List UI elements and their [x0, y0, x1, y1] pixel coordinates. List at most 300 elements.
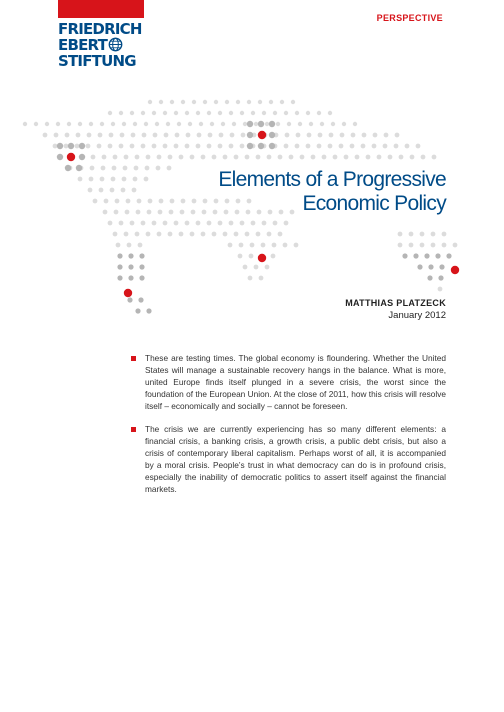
map-dot	[247, 121, 253, 127]
map-dot	[102, 155, 107, 160]
map-dot	[133, 122, 137, 126]
map-dot	[146, 232, 151, 237]
map-dot	[306, 111, 310, 115]
series-label: PERSPECTIVE	[376, 13, 443, 23]
map-dot	[442, 243, 447, 248]
map-dot	[185, 111, 189, 115]
map-dot	[158, 210, 163, 215]
map-dot	[361, 144, 366, 149]
map-dot	[192, 199, 197, 204]
map-dot	[438, 287, 443, 292]
map-dot	[267, 155, 272, 160]
map-dot	[311, 155, 316, 160]
map-dot	[89, 177, 94, 182]
map-dot	[117, 275, 122, 280]
map-dot	[350, 144, 355, 149]
map-dot	[339, 144, 344, 149]
map-dot	[239, 243, 244, 248]
map-dot	[446, 253, 451, 258]
map-dot	[373, 133, 378, 138]
map-dot	[135, 308, 140, 313]
map-dot	[196, 144, 201, 149]
map-dot	[45, 122, 49, 126]
map-dot	[269, 143, 275, 149]
map-dot	[179, 155, 184, 160]
author-name: MATTHIAS PLATZECK	[345, 298, 446, 308]
map-dot	[56, 122, 60, 126]
map-dot	[223, 155, 228, 160]
map-dot	[185, 221, 190, 226]
map-dot	[166, 122, 170, 126]
logo-line-3: STIFTUNG	[58, 52, 136, 70]
map-dot	[276, 122, 280, 126]
map-dot	[340, 133, 345, 138]
highlight-dot-south-america	[124, 289, 132, 297]
map-dot	[259, 276, 264, 281]
map-dot	[152, 144, 157, 149]
map-dot	[174, 111, 178, 115]
map-dot	[197, 133, 202, 138]
map-dot	[307, 133, 312, 138]
map-dot	[137, 199, 142, 204]
map-dot	[295, 144, 300, 149]
map-dot	[141, 111, 145, 115]
map-dot	[133, 177, 138, 182]
map-dot	[144, 122, 148, 126]
highlight-dot-americas	[67, 153, 75, 161]
map-dot	[122, 122, 126, 126]
map-dot	[203, 100, 207, 104]
map-dot	[420, 232, 425, 237]
map-dot	[431, 232, 436, 237]
map-dot	[97, 144, 102, 149]
map-dot	[214, 100, 218, 104]
map-dot	[300, 155, 305, 160]
map-dot	[280, 100, 284, 104]
map-dot	[416, 144, 421, 149]
map-dot	[191, 210, 196, 215]
map-dot	[273, 221, 278, 226]
map-dot	[329, 133, 334, 138]
map-dot	[249, 254, 254, 259]
map-dot	[146, 155, 151, 160]
map-dot	[100, 122, 104, 126]
map-dot	[289, 155, 294, 160]
map-dot	[101, 166, 106, 171]
map-dot	[207, 111, 211, 115]
map-dot	[333, 155, 338, 160]
map-dot	[417, 264, 422, 269]
map-dot	[127, 243, 132, 248]
map-dot	[148, 199, 153, 204]
map-dot	[243, 122, 247, 126]
map-dot	[104, 199, 109, 204]
world-dot-map	[0, 0, 504, 330]
map-dot	[221, 122, 225, 126]
map-dot	[442, 232, 447, 237]
map-dot	[318, 133, 323, 138]
logo-line-2: EBERT	[58, 37, 144, 53]
highlight-dot-europe	[258, 131, 266, 139]
map-dot	[136, 210, 141, 215]
map-dot	[164, 133, 169, 138]
map-dot	[317, 111, 321, 115]
map-dot	[130, 111, 134, 115]
map-dot	[261, 243, 266, 248]
map-dot	[287, 122, 291, 126]
map-dot	[234, 232, 239, 237]
map-dot	[34, 122, 38, 126]
map-dot	[93, 199, 98, 204]
red-square-bullet-icon	[131, 356, 136, 361]
map-dot	[383, 144, 388, 149]
map-dot	[245, 155, 250, 160]
map-dot	[278, 155, 283, 160]
map-dot	[256, 232, 261, 237]
map-dot	[283, 243, 288, 248]
map-dot	[254, 265, 259, 270]
map-dot	[322, 155, 327, 160]
map-dot	[174, 221, 179, 226]
map-dot	[145, 166, 150, 171]
map-dot	[229, 144, 234, 149]
list-item	[131, 352, 446, 412]
map-dot	[388, 155, 393, 160]
map-dot	[190, 155, 195, 160]
map-dot	[159, 100, 163, 104]
map-dot	[91, 155, 96, 160]
map-dot	[229, 221, 234, 226]
map-dot	[114, 210, 119, 215]
map-dot	[67, 122, 71, 126]
map-dot	[438, 275, 443, 280]
map-dot	[431, 243, 436, 248]
map-dot	[139, 253, 144, 258]
map-dot	[87, 133, 92, 138]
map-dot	[421, 155, 426, 160]
map-dot	[128, 275, 133, 280]
map-dot	[196, 221, 201, 226]
map-dot	[152, 111, 156, 115]
map-dot	[141, 144, 146, 149]
red-square-bullet-icon	[131, 427, 136, 432]
map-dot	[76, 165, 82, 171]
map-dot	[236, 100, 240, 104]
map-dot	[427, 275, 432, 280]
map-dot	[113, 155, 118, 160]
map-dot	[398, 243, 403, 248]
map-dot	[402, 253, 407, 258]
map-dot	[256, 155, 261, 160]
map-dot	[399, 155, 404, 160]
map-dot	[141, 221, 146, 226]
map-dot	[439, 264, 444, 269]
map-dot	[138, 297, 143, 302]
map-dot	[384, 133, 389, 138]
map-dot	[245, 232, 250, 237]
map-dot	[131, 133, 136, 138]
map-dot	[142, 133, 147, 138]
map-dot	[135, 155, 140, 160]
map-dot	[210, 122, 214, 126]
map-dot	[138, 243, 143, 248]
map-dot	[90, 166, 95, 171]
map-dot	[229, 111, 233, 115]
map-dot	[139, 264, 144, 269]
map-dot	[79, 154, 85, 160]
map-dot	[413, 253, 418, 258]
map-dot	[428, 264, 433, 269]
map-dot	[225, 100, 229, 104]
map-dot	[132, 188, 137, 193]
map-dot	[128, 253, 133, 258]
map-dot	[169, 210, 174, 215]
map-dot	[180, 210, 185, 215]
map-dot	[238, 254, 243, 259]
map-dot	[78, 122, 82, 126]
map-dot	[296, 133, 301, 138]
map-dot	[175, 133, 180, 138]
map-dot	[232, 122, 236, 126]
highlight-dot-africa	[258, 254, 266, 262]
map-dot	[108, 111, 112, 115]
map-dot	[43, 133, 48, 138]
map-dot	[155, 122, 159, 126]
map-dot	[351, 133, 356, 138]
map-dot	[54, 133, 59, 138]
map-dot	[212, 155, 217, 160]
map-dot	[170, 199, 175, 204]
map-dot	[103, 210, 108, 215]
map-dot	[108, 221, 113, 226]
map-dot	[243, 265, 248, 270]
map-dot	[201, 232, 206, 237]
map-dot	[134, 166, 139, 171]
map-dot	[240, 221, 245, 226]
map-dot	[410, 155, 415, 160]
map-dot	[156, 166, 161, 171]
map-dot	[306, 144, 311, 149]
map-dot	[122, 177, 127, 182]
map-dot	[89, 122, 93, 126]
map-dot	[331, 122, 335, 126]
map-dot	[298, 122, 302, 126]
map-dot	[269, 132, 275, 138]
map-dot	[168, 232, 173, 237]
map-dot	[167, 166, 172, 171]
map-dot	[108, 144, 113, 149]
map-dot	[262, 111, 266, 115]
map-dot	[294, 243, 299, 248]
map-dot	[181, 199, 186, 204]
map-dot	[153, 133, 158, 138]
map-dot	[65, 165, 71, 171]
map-dot	[218, 221, 223, 226]
map-dot	[271, 254, 276, 259]
map-dot	[344, 155, 349, 160]
title-line-2: Economic Policy	[302, 192, 446, 215]
map-dot	[135, 232, 140, 237]
map-dot	[168, 155, 173, 160]
page-title	[218, 168, 446, 216]
map-dot	[179, 232, 184, 237]
map-dot	[366, 155, 371, 160]
map-dot	[144, 177, 149, 182]
map-dot	[269, 100, 273, 104]
map-dot	[120, 133, 125, 138]
map-dot	[234, 155, 239, 160]
map-dot	[75, 144, 80, 149]
map-dot	[157, 155, 162, 160]
map-dot	[424, 253, 429, 258]
map-dot	[395, 133, 400, 138]
map-dot	[192, 100, 196, 104]
map-dot	[113, 232, 118, 237]
map-dot	[317, 144, 322, 149]
map-dot	[273, 111, 277, 115]
map-dot	[124, 232, 129, 237]
map-dot	[435, 253, 440, 258]
map-dot	[265, 122, 269, 126]
map-dot	[247, 100, 251, 104]
map-dot	[309, 122, 313, 126]
map-dot	[159, 199, 164, 204]
map-dot	[228, 243, 233, 248]
map-dot	[265, 265, 270, 270]
map-dot	[185, 144, 190, 149]
map-dot	[109, 133, 114, 138]
title-line-1: Elements of a Progressive	[218, 168, 446, 191]
map-dot	[147, 210, 152, 215]
map-dot	[76, 133, 81, 138]
map-dot	[258, 121, 264, 127]
map-dot	[213, 210, 218, 215]
map-dot	[258, 100, 262, 104]
map-dot	[163, 111, 167, 115]
map-dot	[170, 100, 174, 104]
map-dot	[23, 122, 27, 126]
map-dot	[355, 155, 360, 160]
map-dot	[110, 188, 115, 193]
map-dot	[186, 133, 191, 138]
summary-list	[131, 352, 446, 506]
map-dot	[111, 177, 116, 182]
map-dot	[123, 166, 128, 171]
bullet-text: These are testing times. The global economy is floundering. Whether the United States will manage a sustainable recovery hangs in the balance. What is more, united Europe finds itself plunged in a severe crisis, the worst since the foundation of the European Union. At the close of 2011, how this crisis will resolve itself – economically and socially – cannot be foreseen.	[145, 353, 446, 411]
map-dot	[208, 133, 213, 138]
map-dot	[372, 144, 377, 149]
map-dot	[121, 188, 126, 193]
map-dot	[203, 199, 208, 204]
map-dot	[139, 275, 144, 280]
map-dot	[377, 155, 382, 160]
map-dot	[53, 144, 58, 149]
map-dot	[248, 276, 253, 281]
map-dot	[269, 121, 275, 127]
map-dot	[247, 132, 253, 138]
map-dot	[79, 143, 85, 149]
map-dot	[130, 221, 135, 226]
map-dot	[212, 232, 217, 237]
map-dot	[278, 232, 283, 237]
map-dot	[202, 210, 207, 215]
map-dot	[262, 221, 267, 226]
map-dot	[177, 122, 181, 126]
map-dot	[409, 243, 414, 248]
map-dot	[57, 154, 63, 160]
map-dot	[148, 100, 152, 104]
map-dot	[453, 243, 458, 248]
map-dot	[125, 210, 130, 215]
map-dot	[230, 133, 235, 138]
map-dot	[163, 221, 168, 226]
map-dot	[57, 143, 63, 149]
publication-date: January 2012	[388, 310, 446, 321]
map-dot	[251, 221, 256, 226]
map-dot	[126, 199, 131, 204]
map-dot	[267, 232, 272, 237]
map-dot	[328, 111, 332, 115]
map-dot	[207, 144, 212, 149]
map-dot	[116, 243, 121, 248]
bullet-text: The crisis we are currently experiencing has so many different elements: a financial crisis, a banking crisis, a growth crisis, a public debt crisis, but also a crisis of contemporary liberal capitalism. Perhaps worst of all, it is accompanied by a moral crisis. People’s trust in what democracy can do is in profound crisis, especially the inability of democratic politics to assert itself against the financial markets.	[145, 424, 446, 494]
map-dot	[115, 199, 120, 204]
map-dot	[64, 144, 69, 149]
map-dot	[199, 122, 203, 126]
map-dot	[130, 144, 135, 149]
map-dot	[432, 155, 437, 160]
map-dot	[250, 243, 255, 248]
map-dot	[285, 133, 290, 138]
map-dot	[163, 144, 168, 149]
map-dot	[223, 232, 228, 237]
map-dot	[218, 144, 223, 149]
map-dot	[284, 221, 289, 226]
map-dot	[272, 243, 277, 248]
map-dot	[119, 111, 123, 115]
map-dot	[128, 264, 133, 269]
list-item	[131, 423, 446, 495]
map-dot	[254, 122, 258, 126]
map-dot	[181, 100, 185, 104]
map-dot	[218, 111, 222, 115]
map-dot	[284, 144, 289, 149]
map-dot	[207, 221, 212, 226]
map-dot	[295, 111, 299, 115]
map-dot	[174, 144, 179, 149]
map-dot	[152, 221, 157, 226]
map-dot	[240, 111, 244, 115]
map-dot	[65, 133, 70, 138]
logo-line-1: FRIEDRICH	[58, 20, 142, 38]
map-dot	[251, 111, 255, 115]
map-dot	[146, 308, 151, 313]
map-dot	[112, 166, 117, 171]
map-dot	[157, 232, 162, 237]
map-dot	[240, 144, 245, 149]
map-dot	[88, 188, 93, 193]
map-dot	[86, 144, 91, 149]
map-dot	[196, 111, 200, 115]
map-dot	[258, 143, 264, 149]
map-dot	[201, 155, 206, 160]
map-dot	[98, 133, 103, 138]
map-dot	[328, 144, 333, 149]
map-dot	[111, 122, 115, 126]
map-dot	[247, 143, 253, 149]
map-dot	[188, 122, 192, 126]
map-dot	[190, 232, 195, 237]
